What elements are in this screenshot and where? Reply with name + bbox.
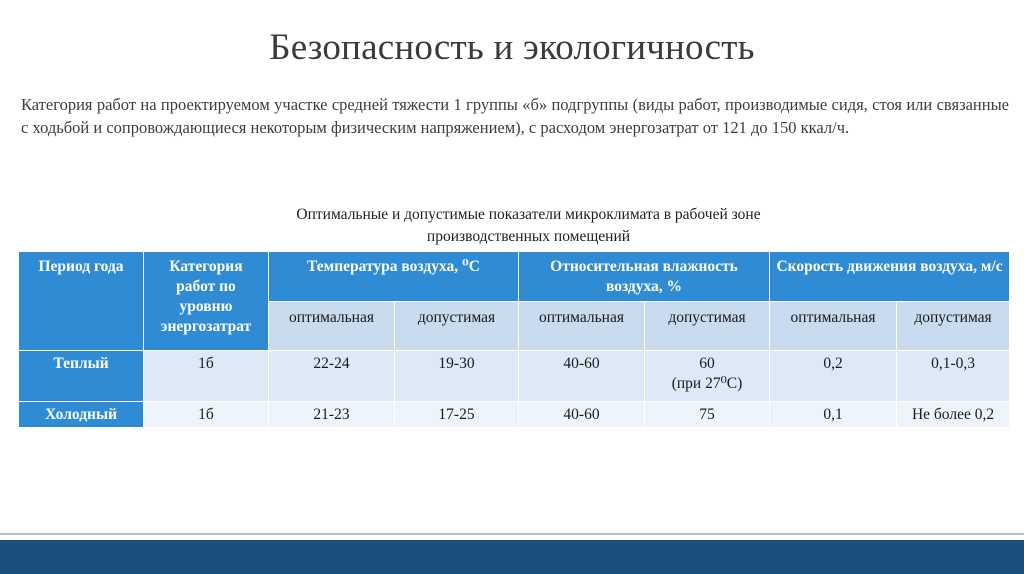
header-air-speed: Скорость движения воздуха, м/с: [770, 252, 1010, 302]
cell-humidity-admissible-value: 60: [699, 355, 715, 372]
cell-humidity-admissible-note: (при 27⁰С): [671, 375, 743, 392]
table-header-row: [19, 252, 1010, 302]
header-period: Период года: [19, 252, 144, 351]
slide-title: Безопасность и экологичность: [269, 27, 755, 68]
cell-humidity-admissible: 75: [645, 402, 770, 428]
cell-humidity-optimal: 40-60: [519, 351, 645, 402]
table-row: [19, 351, 1010, 402]
table-row: [19, 402, 1010, 428]
cell-temp-optimal: 22-24: [269, 351, 395, 402]
subheader-speed-optimal: оптимальная: [770, 302, 897, 351]
microclimate-table: [18, 251, 1010, 428]
cell-temp-admissible: 17-25: [395, 402, 519, 428]
cell-speed-optimal: 0,2: [770, 351, 897, 402]
cell-humidity-admissible: [645, 351, 770, 402]
header-temperature: Температура воздуха, ⁰С: [269, 252, 519, 302]
row-period-cold: Холодный: [19, 402, 144, 428]
footer-accent-line: [0, 533, 1024, 535]
table-caption-line-1: Оптимальные и допустимые показатели микроклимата в рабочей зоне: [296, 206, 761, 223]
subheader-temp-admissible: допустимая: [395, 302, 519, 351]
subheader-speed-admissible: допустимая: [897, 302, 1010, 351]
subheader-humidity-admissible: допустимая: [645, 302, 770, 351]
cell-category: 1б: [144, 351, 269, 402]
row-period-warm: Теплый: [19, 351, 144, 402]
cell-temp-optimal: 21-23: [269, 402, 395, 428]
subheader-temp-optimal: оптимальная: [269, 302, 395, 351]
intro-paragraph: Категория работ на проектируемом участке средней тяжести 1 группы «б» подгруппы (виды работ, производимые сидя, стоя или связанные с ходьбой и сопровождающиеся некоторым физическим напряжением), с расходом энергозатрат от 121 до 150 ккал/ч.: [21, 95, 1009, 137]
cell-category: 1б: [144, 402, 269, 428]
header-humidity: Относительная влажность воздуха, %: [519, 252, 770, 302]
cell-temp-admissible: 19-30: [395, 351, 519, 402]
cell-speed-admissible: Не более 0,2: [897, 402, 1010, 428]
cell-speed-optimal: 0,1: [770, 402, 897, 428]
cell-speed-admissible: 0,1-0,3: [897, 351, 1010, 402]
subheader-humidity-optimal: оптимальная: [519, 302, 645, 351]
footer-band: [0, 540, 1024, 574]
table-caption: [236, 204, 821, 248]
table-caption-line-2: производственных помещений: [426, 228, 631, 245]
cell-humidity-optimal: 40-60: [519, 402, 645, 428]
header-category: Категория работ по уровню энергозатрат: [144, 252, 269, 351]
